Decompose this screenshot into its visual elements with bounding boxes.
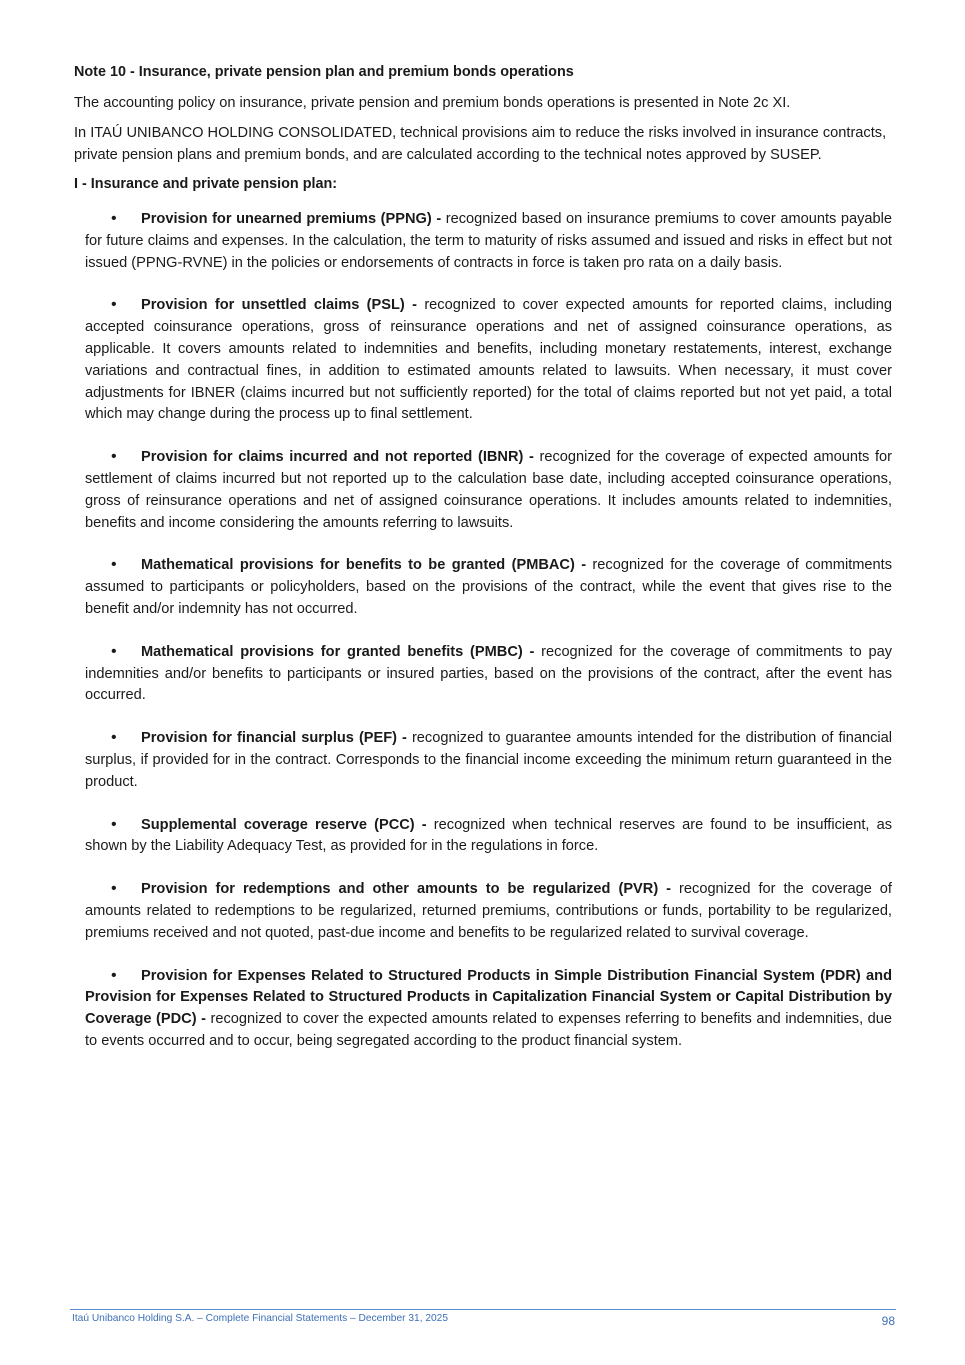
footer-divider: [70, 1309, 896, 1310]
document-body: [74, 62, 894, 1073]
bullet-icon: •: [111, 642, 117, 660]
item-text: recognized to cover the expected amounts related to expenses referring to benefits and indemnities, due to events occurred and to occur, being segregated according to the product financial system.: [85, 1011, 892, 1049]
item-term: Provision for claims incurred and not reported (IBNR) -: [141, 449, 534, 466]
item-text: recognized for the coverage of expected amounts for settlement of claims incurred but not reported up to the calculation base date, including accepted coinsurance operations, gross of reinsurance operations and net of assigned coinsurance operations. It includes amounts related to indemnities, benefits and income considering the amounts referring to lawsuits.: [85, 449, 893, 531]
item-term: Provision for financial surplus (PEF) -: [141, 730, 407, 747]
list-item: [85, 965, 892, 1053]
bullet-icon: •: [111, 880, 117, 898]
section-title: I - Insurance and private pension plan:: [74, 176, 338, 192]
intro-paragraph-1: The accounting policy on insurance, private pension and premium bonds operations is presented in Note 2c XI.: [74, 95, 791, 111]
list-item: [85, 208, 892, 274]
bullet-icon: •: [111, 729, 117, 747]
item-text: recognized for the coverage of amounts related to redemptions to be regularized, returned premiums, contributions or funds, portability to be regularized, premiums received and not quoted, past-due income and benefits to be regularized related to survival coverage.: [85, 881, 892, 941]
bullet-icon: •: [111, 966, 117, 984]
bullet-icon: •: [111, 296, 117, 314]
note-title: Note 10 - Insurance, private pension plan and premium bonds operations: [74, 64, 574, 80]
page-number: 98: [881, 1314, 895, 1328]
list-item: [85, 878, 892, 944]
list-item: [85, 814, 892, 859]
item-text: recognized to cover expected amounts for reported claims, including accepted coinsurance operations, gross of reinsurance operations and net of assigned coinsurance operations, as applicable. It covers amounts related to indemnities and benefits, including monetary restatements, interest, exchange variations and contractual fines, in addition to estimated amounts related to lawsuits. When necessary, it must cover adjustments for IBNER (claims incurred but not sufficiently reported) for the total of claims reported but not yet paid, a total which may change during the process up to final settlement.: [85, 297, 892, 423]
item-term: Provision for unsettled claims (PSL) -: [141, 297, 417, 314]
item-text: recognized based on insurance premiums to cover amounts payable for future claims and expenses. In the calculation, the term to maturity of risks assumed and issued and risks in effect but not issued (PPNG-RVNE) in the policies or endorsements of contracts in force is taken pro rata on a daily basis.: [85, 211, 892, 271]
list-item: [85, 641, 892, 707]
bullet-icon: •: [111, 448, 117, 466]
bullet-icon: •: [111, 556, 117, 574]
list-item: [85, 727, 892, 793]
item-term: Mathematical provisions for benefits to be granted (PMBAC) -: [141, 557, 587, 574]
item-text: recognized to guarantee amounts intended for the distribution of financial surplus, if provided for in the contract. Corresponds to the financial income exceeding the minimum return guaranteed in the product.: [85, 730, 892, 790]
item-term: Provision for unearned premiums (PPNG) -: [141, 211, 442, 227]
item-text: recognized for the coverage of commitments to pay indemnities and/or benefits to participants or insured parties, based on the provisions of the contract, after the event has occurred.: [85, 643, 892, 704]
list-item: [85, 294, 892, 426]
item-term: Mathematical provisions for granted benefits (PMBC) -: [141, 643, 535, 660]
bullet-icon: •: [111, 815, 117, 833]
item-text: recognized when technical reserves are found to be insufficient, as shown by the Liability Adequacy Test, as provided for in the regulations in force.: [85, 816, 893, 855]
list-item: [85, 446, 892, 534]
footer-text: Itaú Unibanco Holding S.A. – Complete Financial Statements – December 31, 2025: [72, 1313, 449, 1324]
item-term: Provision for Expenses Related to Structured Products in Simple Distribution Financial System (PDR) and Provision for Expenses Related to Structured Products in Capitalization Financial System or Capital Distribution by Coverage (PDC) -: [85, 967, 892, 1028]
bullet-icon: •: [111, 210, 117, 227]
item-text: recognized for the coverage of commitments assumed to participants or policyholders, based on the provisions of the contract, while the event that gives rise to the benefit and/or indemnity has not occurred.: [85, 557, 892, 617]
item-term: Provision for redemptions and other amounts to be regularized (PVR) -: [141, 881, 672, 898]
item-term: Supplemental coverage reserve (PCC) -: [141, 816, 427, 833]
provision-list: [74, 208, 894, 1053]
list-item: [85, 554, 892, 620]
intro-paragraph-2: In ITAÚ UNIBANCO HOLDING CONSOLIDATED, technical provisions aim to reduce the risks involved in insurance contracts, private pension plans and premium bonds, and are calculated according to the technical notes approved by SUSEP.: [74, 125, 887, 163]
